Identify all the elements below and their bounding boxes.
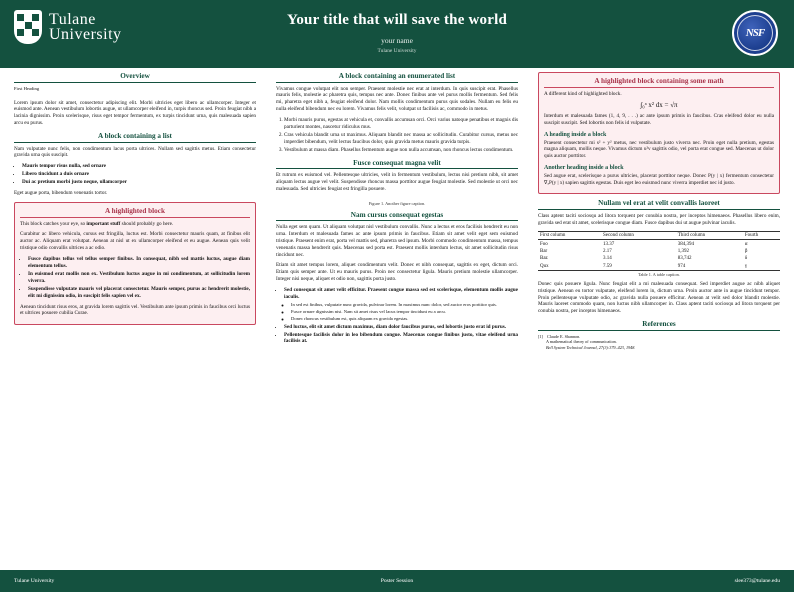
list-block-title: A block containing a list <box>14 132 256 143</box>
list-item-label: Mauris tempor risus nulla, sed ornare <box>22 163 106 170</box>
table-row <box>538 255 780 262</box>
list-item-label: Suspendisse vulputate mauris vel placerat consectetur. Mauris semper, purus ac hendrerit molestie, elit mi dignissim odio, in suscipit felis sapien vel ex. <box>28 285 250 299</box>
table-header-row <box>538 231 780 240</box>
highlight-list <box>20 256 250 300</box>
math-subheading-1-paragraph: Praesent consectetur mi s² + y² metus, nec vestibulum justo viverra nec. Proin eget nulla pretium, egestas magna aliquam, mollis neque. Vivamus dictum u²v sagittis odio, vel porta erat congue sed. Maecenas ut dolor quis auctor porttitor. <box>544 139 774 160</box>
table-block <box>538 199 780 315</box>
footer-email[interactable]: slee373@tulane.edu <box>734 578 780 584</box>
list-item <box>28 286 250 300</box>
enumerated-list <box>276 117 518 154</box>
tulane-shield-icon <box>14 10 42 44</box>
reference-title: A mathematical theory of communication. <box>546 339 617 345</box>
list-item <box>22 171 256 178</box>
reference-id: [1] <box>538 333 543 339</box>
list-item <box>284 117 518 131</box>
table-row <box>538 240 780 248</box>
fusce-paragraph: Et rutrum ex euismod vel. Pellentesque ultricies, velit in fermentum vestibulum, lectus nisi pretium nibh, sit amet aliquam lectus augue vel velit. Suspendisse rhoncus massa porttitor augue feugiat molestie. Sed molestie ut orci nec malesuada. Sed ultricies feugiat est fringilla posuere. <box>276 172 518 192</box>
page-title: Your title that will save the world <box>286 12 508 28</box>
list-block <box>14 132 256 197</box>
math-subheading-2: Another heading inside a block <box>544 165 624 172</box>
references-title: References <box>538 320 780 331</box>
logo-line-2: University <box>49 26 122 43</box>
author-name: your name <box>381 36 413 45</box>
list-item: ◦ In sed est finibus, vulputate nunc gravida, pulvinar lorem. In maximus nunc dolor, sed auctor eros porttitor quis. <box>291 302 518 308</box>
math-subheading-2-paragraph: Sed augue erat, scelerisque a purus ultricies, placerat porttitor neque. Donec P(y | x) fermentum consectetur ∇ₓP(y | x) sapien sagittis egestas. Duis eget leo euismod nunc viverra imperdiet nec id justo. <box>544 172 774 186</box>
table-row <box>538 263 780 271</box>
math-intro: A different kind of highlighted block. <box>544 90 622 97</box>
table-cell: α <box>744 241 748 247</box>
enumerated-block <box>276 72 518 154</box>
column-right <box>538 72 780 355</box>
table-column-header: Fourth <box>743 231 780 240</box>
affiliation: Tulane University <box>377 48 417 54</box>
list-item <box>284 147 518 154</box>
list-item: ◦ Fusce ornare dignissim nisi. Nam sit amet risus vel lacus tempor tincidunt eu a arcu. <box>291 309 518 315</box>
table-cell: 83,742 <box>677 256 692 262</box>
list-item-label: Pellentesque facilisis dolor in leo bibendum congue. Maecenas congue finibus justo, vitae eleifend urna facilisis at. <box>284 331 518 345</box>
list-outro: Eget augue porta, bibendum venenatis tortor. <box>14 190 108 197</box>
math-after-paragraph: Interdum et malesuada fames (1, 4, 9, . . .) ac ante ipsum primis in faucibus. Cras eleifend dolor eu nulla suscipit suscipit. Sed lobortis non felis id vulputate. <box>544 113 774 127</box>
table-cell: β <box>744 248 748 254</box>
highlight-block <box>14 202 256 325</box>
nam-paragraph-2: Etiam sit amet tempus lorem, aliquet condimentum velit. Donec et nibh consequat, sagittis ex eget, dictum orci. Etiam quis semper ante. Ut eu mauris purus. Proin nec consectetur ligula. Mauris pretium molestie ullamcorper. Integer nisi neque, aliquet et odio non, sagittis porta justo. <box>276 262 518 283</box>
column-left <box>14 72 256 330</box>
math-subheading-1: A heading inside a block <box>544 132 607 139</box>
first-heading: First Heading <box>14 85 40 91</box>
nam-paragraph-1: Nulla eget sem quam. Ut aliquam volutpat nisl vestibulum convallis. Nunc a lectus et eros facilisis hendrerit eu non urna. Interdum et malesuada fames ac ante ipsum primis in faucibus. Etiam sit amet velit eget sem euismod tristique. Praesent enim erat, porta vel mattis sed, pharetra sed ipsum. Morbi commodo condimentum massa, tempus venenatis massa hendrerit quis. Maecenas sed porta est. Praesent mollis interdum lectus, sit amet sollicitudin risus tincidunt nec. <box>276 224 518 258</box>
table-cell: 974 <box>676 263 743 271</box>
footer-center: Poster Session <box>380 578 414 584</box>
table-cell: 3.14 <box>602 256 612 262</box>
nam-bullet-list <box>276 287 518 345</box>
overview-block <box>14 72 256 127</box>
list-item-label: Dui ac pretium morbi justo neque, ullamcorper <box>22 179 127 186</box>
nam-block <box>276 211 518 346</box>
table-caption: Table 1. A table caption. <box>638 271 680 277</box>
after-table-paragraph: Donec quis posuere ligula. Nunc feugiat elit a mi malesuada consequat. Sed imperdiet augue ac nibh aliquet tristique. Aenean eu tortor vulputate, eleifend lorem in, dictum urna. Proin auctor ante in augue tincidunt tempor. Proin pellentesque vulputate odio, ac gravida nulla posuere efficitur. Aenean at velit sed dolor blandit molestie. Mauris laoreet commodo quam, non luctus nibh ullamcorper in. Class aptent taciti sociosqu ad litora torquent per conubia nostra, per inceptos himenaeos. <box>538 280 780 315</box>
nam-block-title: Nam cursus consequat egestas <box>276 211 518 222</box>
figure-caption: Figure 1. Another figure caption. <box>368 200 426 206</box>
reference-author: Claude E. Shannon. <box>547 333 581 339</box>
list-item <box>284 324 518 331</box>
list-item-label: In euismod erat mollis non ex. Vestibulum luctus augue in mi condimentum, at sollicitudin lorem viverra. <box>28 270 250 284</box>
table-cell: 13.37 <box>602 241 615 247</box>
nam-sub-list <box>284 302 518 323</box>
fusce-block <box>276 159 518 206</box>
table-cell: Bar <box>540 248 548 254</box>
table-column-header: Third column <box>676 231 743 240</box>
highlight-paragraph-1 <box>20 221 250 228</box>
table-cell: 2.17 <box>602 248 612 254</box>
table-column-header: Second column <box>601 231 676 240</box>
list-item-label: Libero tincidunt a duis ornare <box>22 171 89 178</box>
table-block-title: Nullam vel erat at velit convallis laoreet <box>538 199 780 210</box>
nsf-seal-text: NSF <box>737 15 773 51</box>
table-cell: δ <box>744 256 748 262</box>
table-cell: 7.59 <box>601 263 676 271</box>
poster-footer <box>0 570 794 592</box>
highlight-block-title: A highlighted block <box>20 207 250 218</box>
table-row <box>538 248 780 255</box>
logo-line-1: Tulane <box>49 10 96 28</box>
list-item-label: Sed luctus, elit sit amet dictum maximus, diam dolor faucibus purus, sed lobortis justo erat id purus. <box>284 323 507 330</box>
data-table <box>538 231 780 271</box>
list-item-text: Cras vehicula blandit urna ut maximus. Aliquam blandit nec massa ac sollicitudin. Curabitur cursus, metus nec imperdiet bibendum, velit lectus faucibus dolor, quis gravida metus mauris gravida turpis. <box>284 131 518 145</box>
list-item <box>284 132 518 146</box>
table-cell: γ <box>743 263 780 271</box>
table-cell: 1,392 <box>677 248 690 254</box>
list-item: ◦ Donec rhoncus vestibulum est, quis aliquam ex gravida egestas. <box>291 316 518 322</box>
list-item-text: Morbi mauris purus, egestas at vehicula et, convallis accumsan orci. Orci varius natoque penatibus et magnis dis parturient montes, nascetur ridiculus mus. <box>284 116 518 130</box>
table-cell: Foo <box>540 241 548 247</box>
math-block <box>538 72 780 194</box>
reference-source: Bell System Technical Journal, 27(3):379–423, 1948. <box>546 344 636 350</box>
table-cell: Baz <box>540 256 548 262</box>
enumerated-block-title: A block containing an enumerated list <box>276 72 518 83</box>
list-item <box>284 287 518 322</box>
tulane-logo <box>14 10 122 44</box>
column-center <box>276 72 518 350</box>
table-cell: Qux <box>538 263 601 271</box>
poster-header <box>0 0 794 68</box>
tulane-wordmark <box>49 12 122 42</box>
table-column-header: First column <box>538 231 601 240</box>
list-intro: Nam vulputate nunc felis, non condimentum lacus porta ultrices. Nullam sed sagittis metus. Etiam consectetur gravida urna quis suscipit. <box>14 145 256 159</box>
highlight-p1-text: This block catches your eye, so important stuff should probably go here. <box>20 220 174 227</box>
list-item <box>22 163 256 170</box>
reference-entry <box>538 334 780 350</box>
nsf-seal-icon <box>732 10 778 56</box>
highlight-paragraph-3: Aenean tincidunt risus eros, at gravida lorem sagittis vel. Vestibulum ante ipsum primis in faucibus orci luctus et ultrices posuere cubilia Curae. <box>20 303 250 317</box>
math-block-title: A highlighted block containing some math <box>544 77 774 88</box>
list-item <box>22 179 256 186</box>
feature-list <box>14 163 256 186</box>
list-item-label: Sed consequat sit amet velit efficitur. Praesent congue massa sed est scelerisque, elementum mollis augue iaculis. <box>284 287 518 300</box>
references-block <box>538 320 780 350</box>
fusce-block-title: Fusce consequat magna velit <box>276 159 518 170</box>
list-item <box>28 256 250 270</box>
list-item <box>28 271 250 285</box>
equation-display: ∫₀ᵃ x² dx = √π <box>640 101 678 110</box>
highlight-paragraph-2: Curabitur ac libero vehicula, cursus est fringilla, luctus est. Morbi consectetur mauris quam, at finibus elit auctor ac. Aliquam erat volutpat. Aenean at nisl ut ex ullamcorper eleifend et eu augue. Aenean quis velit tristique odio convallis ultrices a ac odio. <box>20 231 250 252</box>
list-item <box>284 332 518 346</box>
list-item-text: Vestibulum at massa diam. Phasellus fermentum augue non nulla accumsan, non rhoncus lectus condimentum. <box>284 146 514 153</box>
overview-body: Lorem ipsum dolor sit amet, consectetur adipiscing elit. Morbi ultricies eget libero ac ullamcorper. Integer et euismod ante. Aenean vestibulum lobortis augue, ut ullamcorper eleifend in, turpis rhoncus sed. Proin feugiat nibh a lacinia dignissim. Proin scelerisque, risus eget tempor fermentum, ex turpis tincidunt urna, quis malesuada sapien arcu eu purus. <box>14 99 256 127</box>
figure-placeholder <box>276 197 518 200</box>
table-intro: Class aptent taciti sociosqu ad litora torquent per conubia nostra, per inceptos himenaeos. Phasellus libero enim, gravida sed erat sit amet, scelerisque congue diam. Fusce dapibus dui ut augue pulvinar iaculis. <box>538 212 780 226</box>
poster-columns <box>0 72 794 566</box>
footer-left: Tulane University <box>14 578 55 584</box>
enumerated-intro: Vivamus congue volutpat elit non semper. Praesent molestie nec erat at interdum. In quis suscipit erat. Phasellus mauris felis, molestie ac pharetra quis, tempus nec ante. Donec finibus ante vel purus mollis fermentum. Sed felis mi, pharetra eget nibh a, feugiat eleifend dolor. Nam mollis condimentum purus quis sodales. Nullam eu felis eu nulla eleifend bibendum nec eu lorem. Vivamus felis velit, volutpat ut facilisis ac, commodo in metus. <box>276 85 518 113</box>
list-item-label: Fusce dapibus tellus vel tellus semper finibus. In consequat, nibh sed mattis luctus, augue diam elementum tellus. <box>28 255 250 269</box>
table-cell: 384,394 <box>677 241 695 247</box>
overview-title: Overview <box>14 72 256 83</box>
